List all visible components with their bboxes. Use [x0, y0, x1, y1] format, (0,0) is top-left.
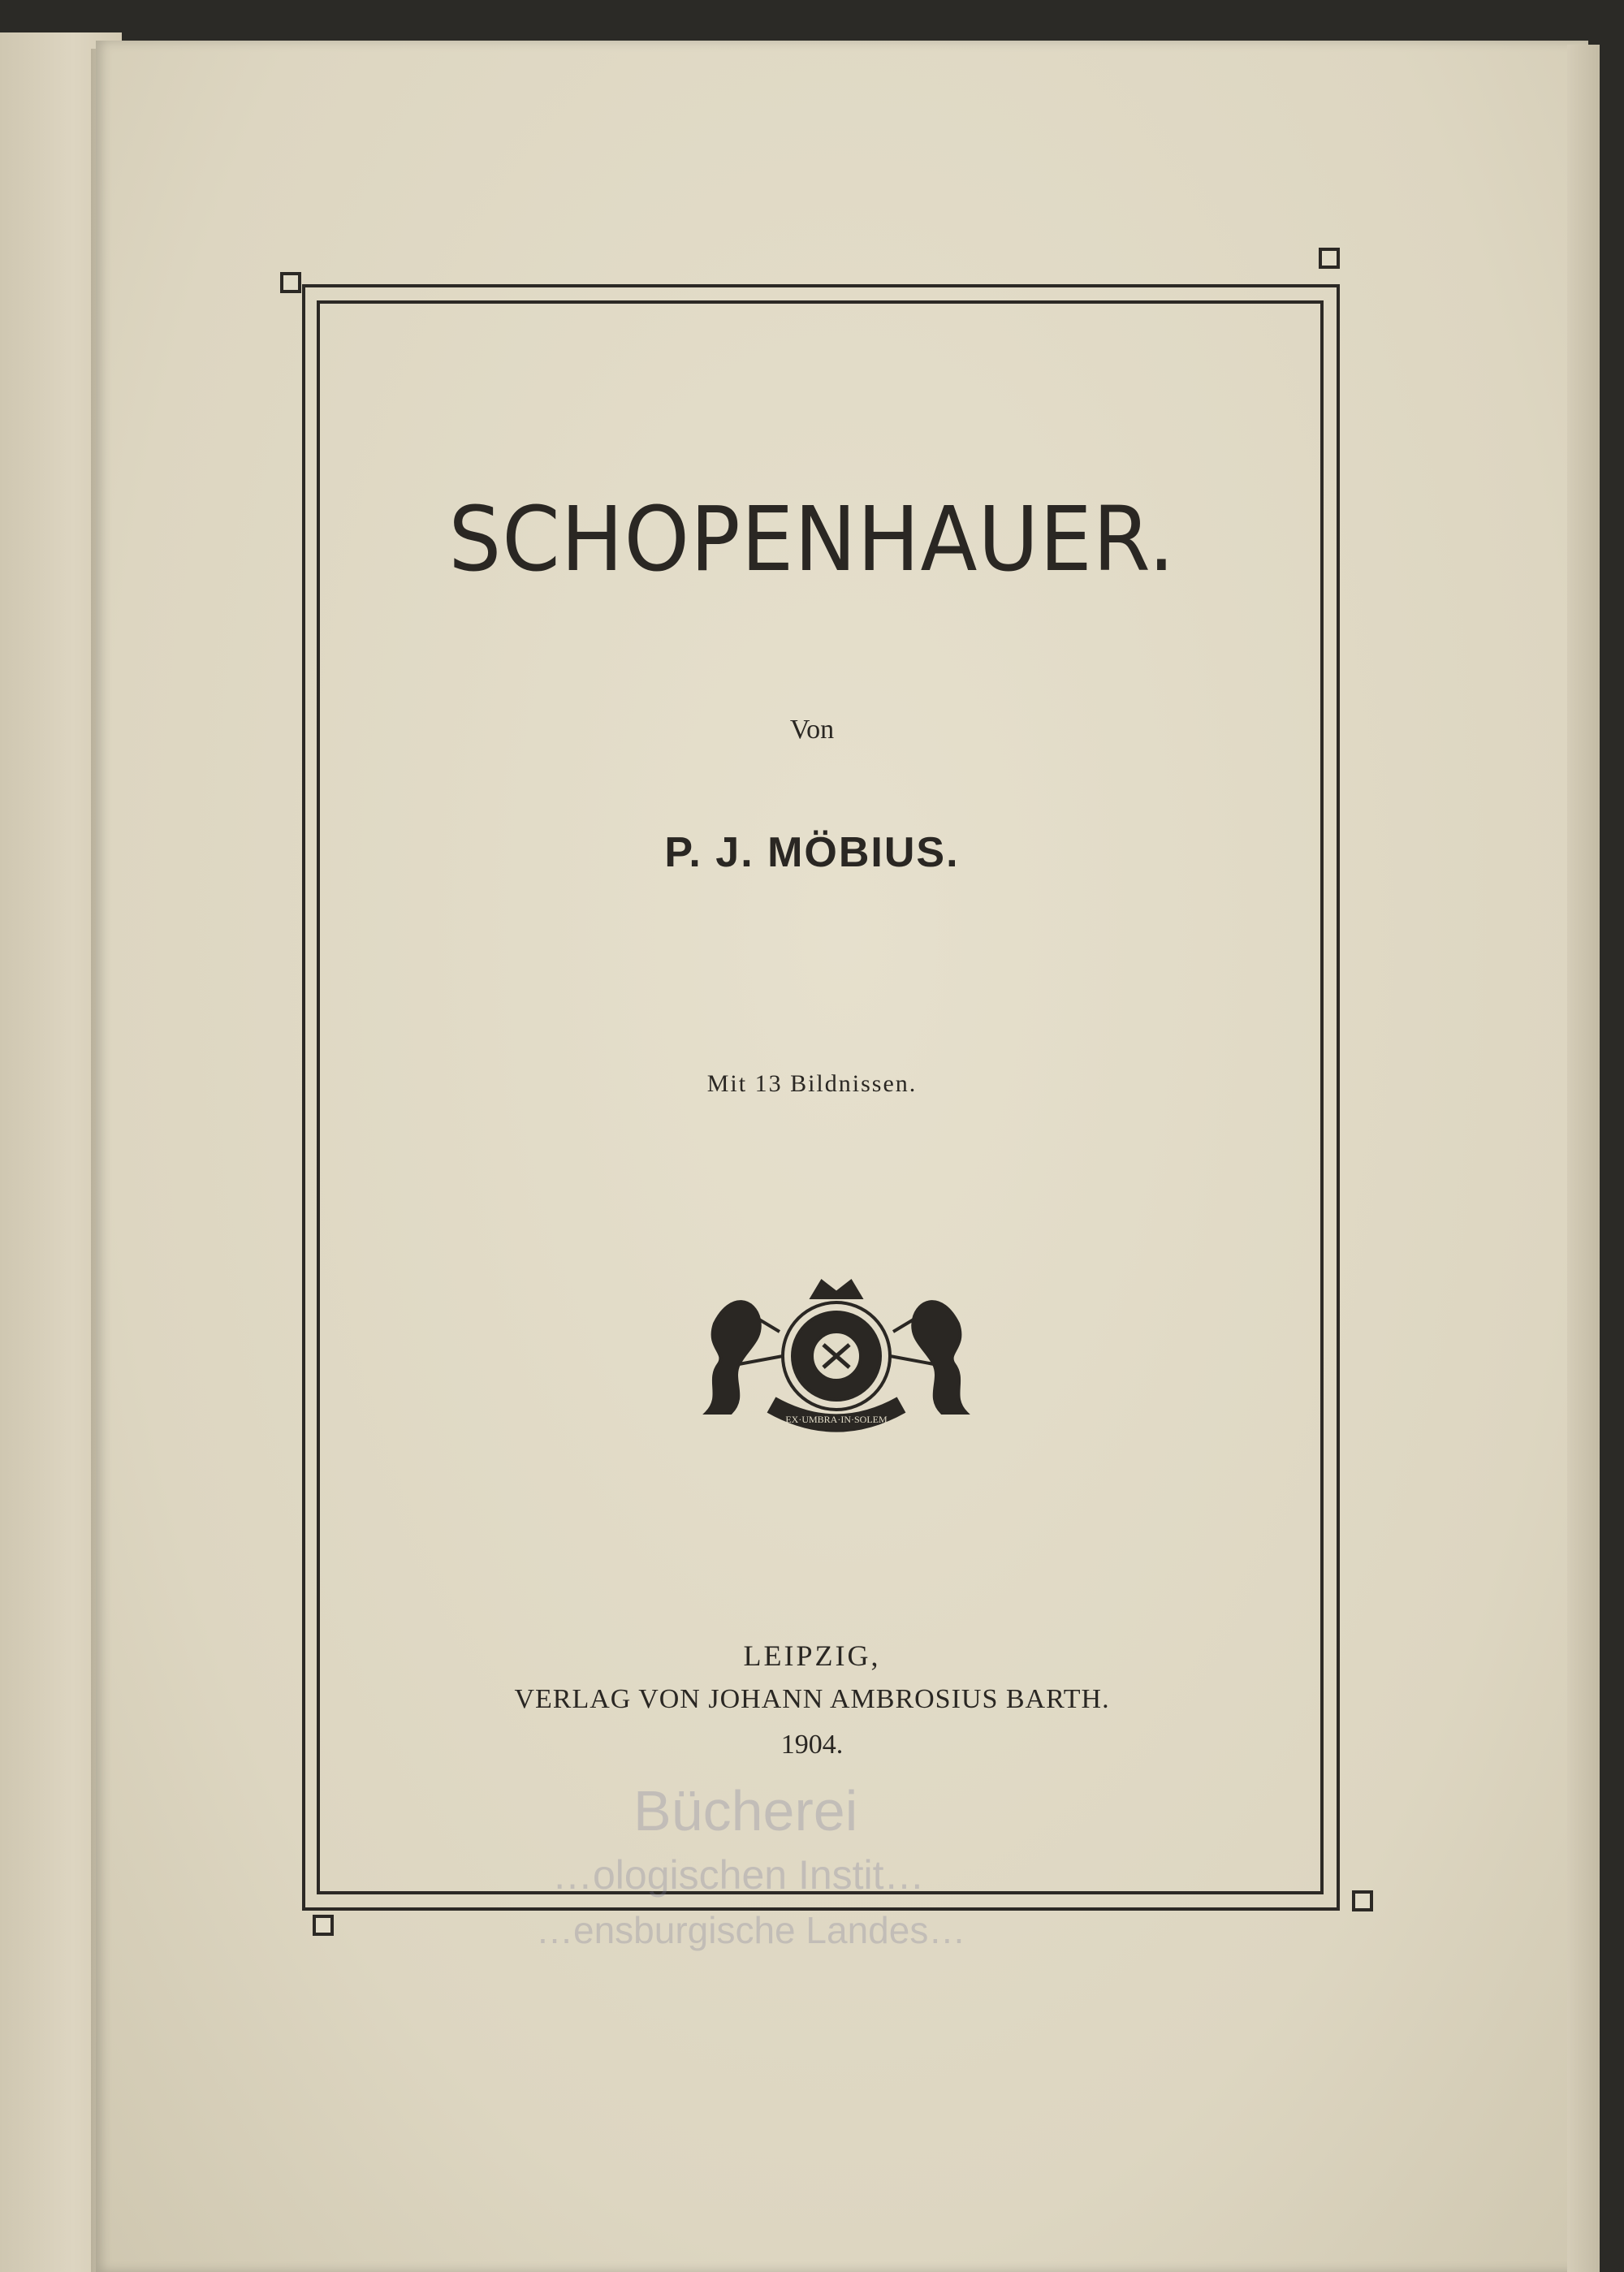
frame-corner-bottom-right	[1352, 1890, 1373, 1911]
frame-corner-top-right	[1319, 248, 1340, 269]
imprint-city: LEIPZIG,	[743, 1639, 881, 1672]
imprint-publisher: VERLAG VON JOHANN AMBROSIUS BARTH.	[514, 1684, 1110, 1714]
publisher-crest-icon	[682, 1275, 991, 1445]
byline: Von	[789, 715, 835, 745]
author-name: P. J. MÖBIUS.	[664, 829, 960, 876]
stamp-line-3: …ensburgische Landes…	[536, 1909, 966, 1951]
frame-corner-bottom-left	[313, 1915, 334, 1936]
imprint-year: 1904.	[780, 1730, 844, 1760]
book-title: SCHOPENHAUER.	[448, 487, 1176, 591]
stamp-line-2: …ologischen Instit…	[552, 1852, 925, 1898]
library-stamp	[487, 1778, 1234, 1965]
stamp-line-1: Bücherei	[633, 1779, 858, 1842]
illustrations-note: Mit 13 Bildnissen.	[706, 1070, 918, 1097]
frame-corner-top-left	[280, 272, 301, 293]
page-stack-edge	[1567, 45, 1600, 2272]
crest-motto: EX·UMBRA·IN·SOLEM	[785, 1414, 888, 1425]
